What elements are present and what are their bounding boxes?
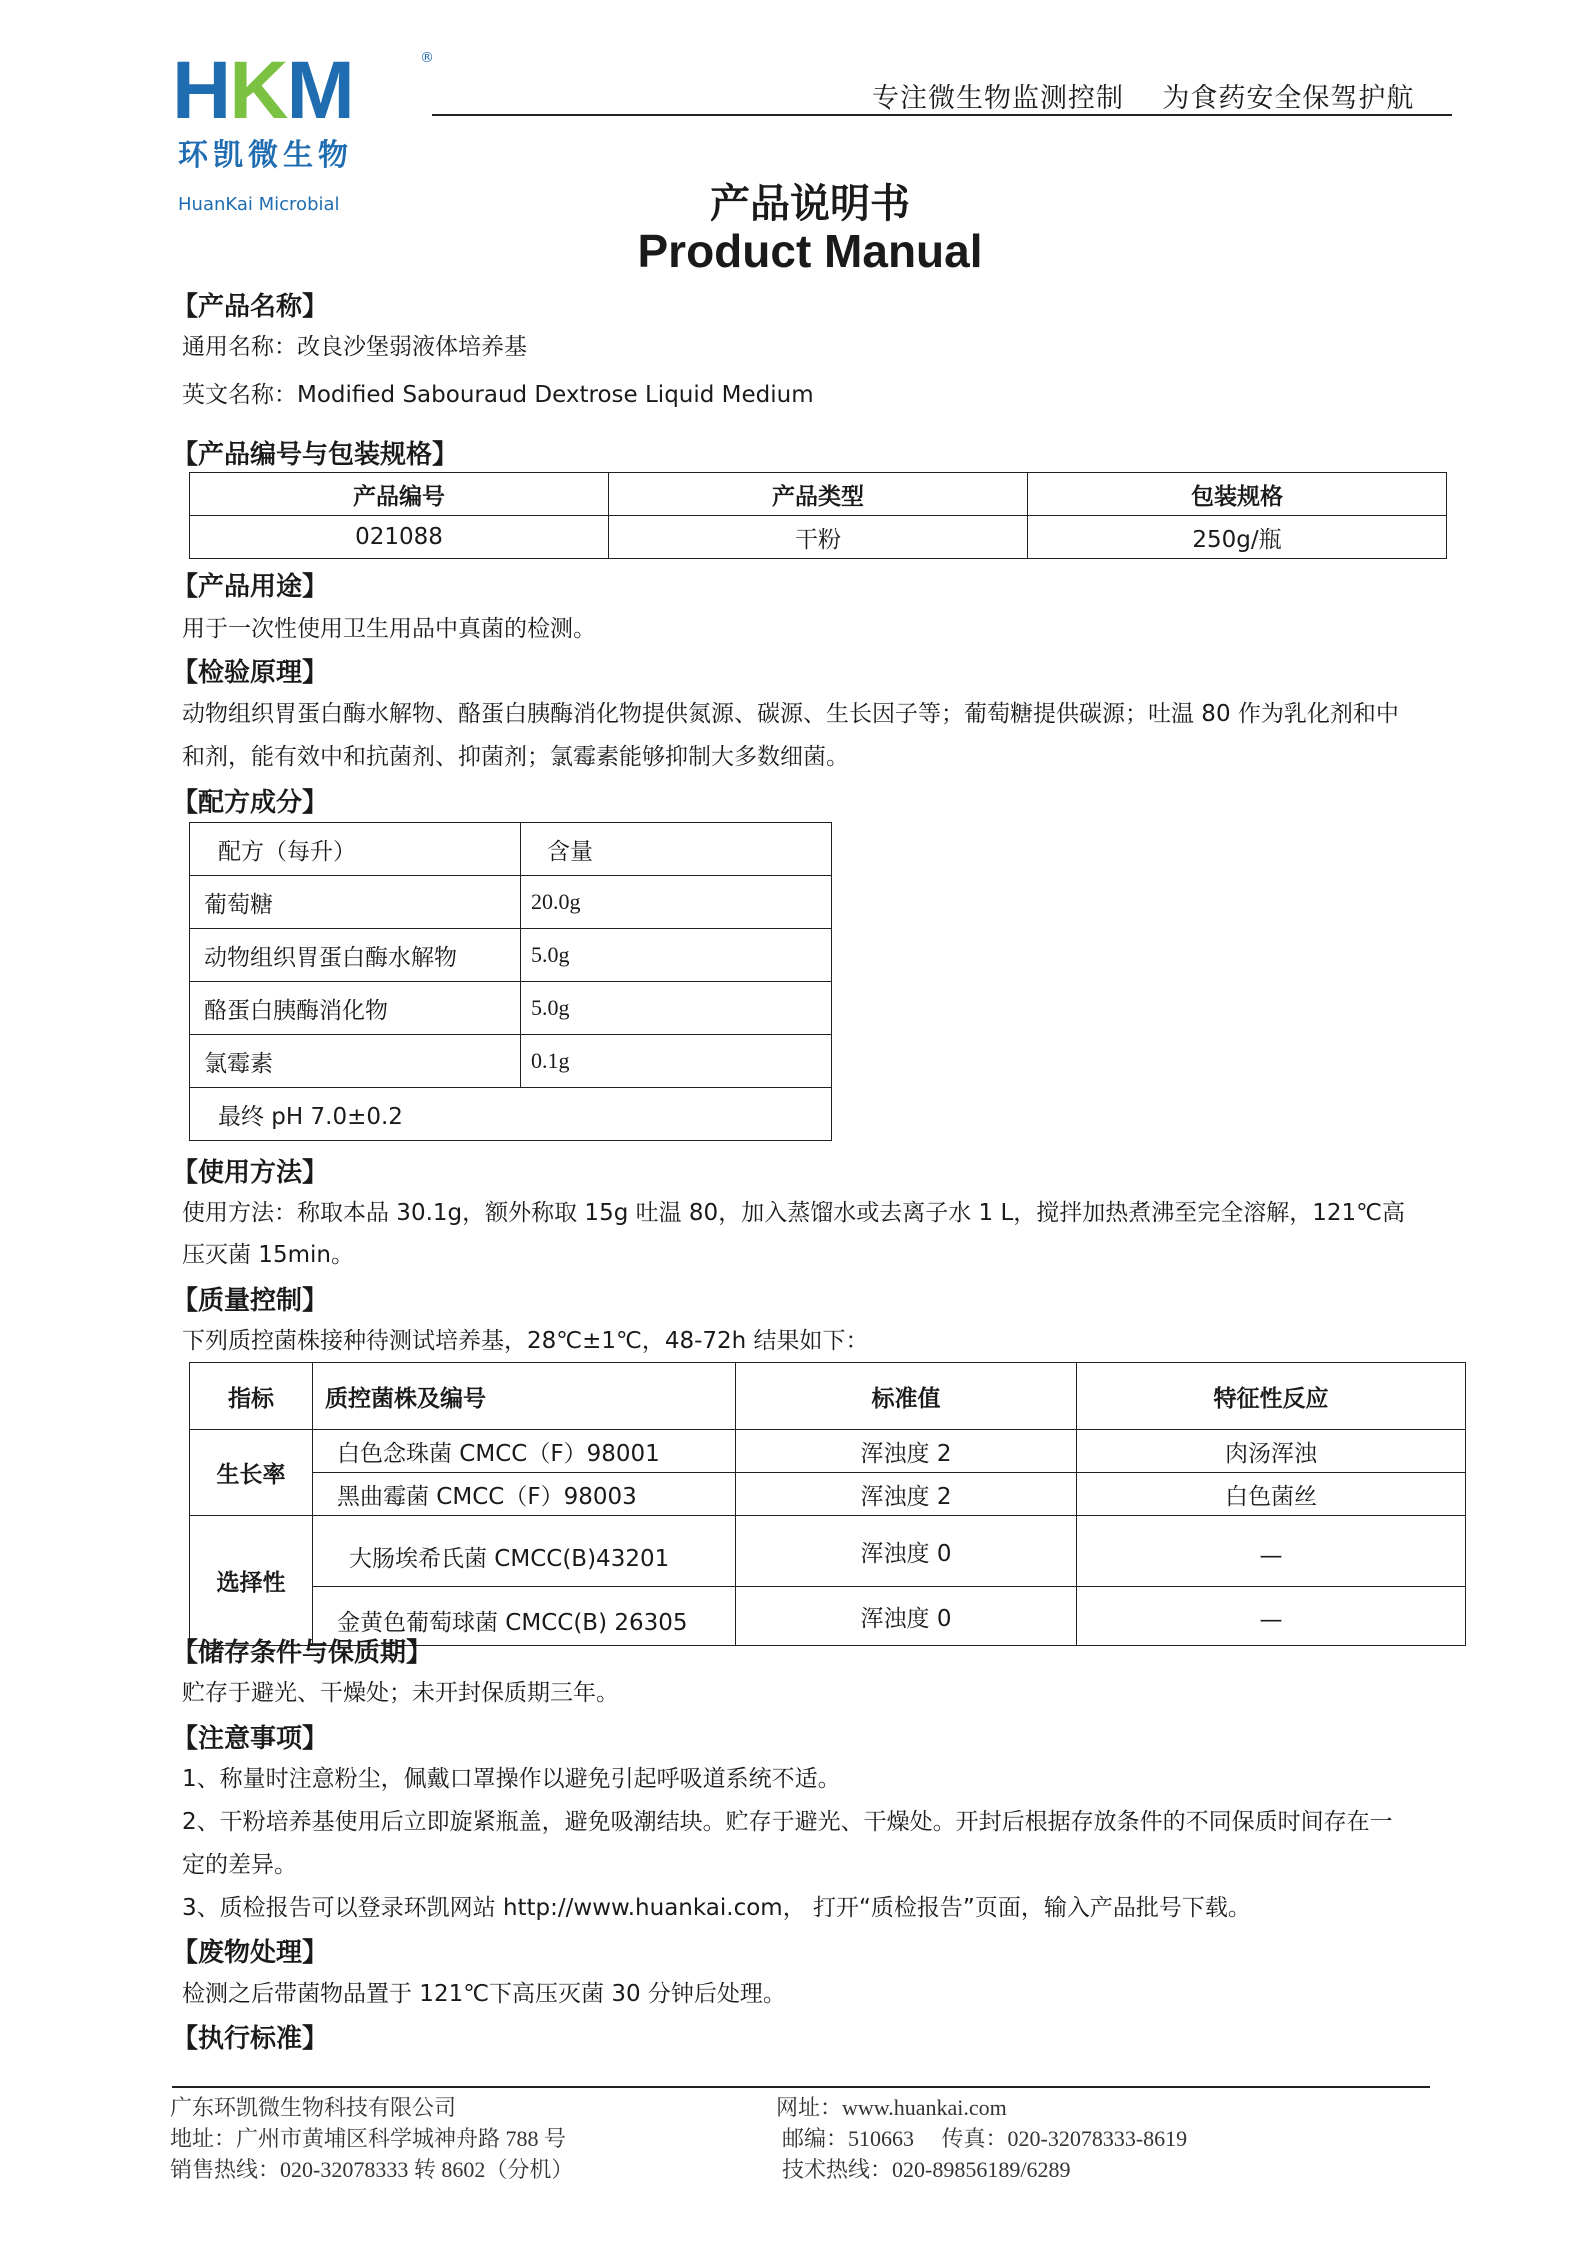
table-row — [190, 929, 832, 982]
method-line-1: 使用方法：称取本品 30.1g，额外称取 15g 吐温 80，加入蒸馏水或去离子水 1 L，搅拌加热煮沸至完全溶解，121℃高 — [182, 1200, 1405, 1226]
principle-line-1: 动物组织胃蛋白酶水解物、酪蛋白胰酶消化物提供氮源、碳源、生长因子等；葡萄糖提供碳源；吐温 80 作为乳化剂和中 — [182, 701, 1399, 727]
footer-divider — [172, 2086, 1430, 2088]
standard-value: 浑浊度 2 — [736, 1473, 1077, 1516]
ingredient-name: 氯霉素 — [190, 1035, 521, 1088]
ingredient-amount: 5.0g — [521, 929, 832, 982]
strain: 黑曲霉菌 CMCC（F）98003 — [313, 1473, 736, 1516]
company-logo — [172, 45, 452, 215]
header-cell: 包装规格 — [1028, 473, 1447, 516]
english-name: 英文名称：Modified Sabouraud Dextrose Liquid Medium — [182, 382, 814, 408]
logo-mark: HKM — [172, 45, 353, 136]
section-heading-usage: 【产品用途】 — [172, 572, 329, 602]
method-line-2: 压灭菌 15min。 — [182, 1242, 354, 1268]
standard-value: 浑浊度 0 — [736, 1516, 1077, 1587]
note-2-continued: 定的差异。 — [182, 1852, 297, 1878]
header-cell: 特征性反应 — [1077, 1363, 1466, 1430]
table-row — [190, 1473, 1466, 1516]
header-cell: 质控菌株及编号 — [313, 1363, 736, 1430]
section-heading-formula: 【配方成分】 — [172, 788, 329, 818]
footer-website: 网址：www.huankai.com — [776, 2095, 1007, 2120]
disposal-text: 检测之后带菌物品置于 121℃下高压灭菌 30 分钟后处理。 — [182, 1981, 786, 2007]
header-cell: 指标 — [190, 1363, 313, 1430]
table-row — [190, 1516, 1466, 1587]
header-cell: 产品类型 — [609, 473, 1028, 516]
footer-sales-hotline: 销售热线：020-32078333 转 8602（分机） — [170, 2157, 574, 2182]
final-ph: 最终 pH 7.0±0.2 — [190, 1088, 832, 1141]
footer-postcode-fax: 邮编：510663 传真：020-32078333-8619 — [782, 2126, 1188, 2151]
usage-text: 用于一次性使用卫生用品中真菌的检测。 — [182, 616, 596, 642]
ingredient-amount: 0.1g — [521, 1035, 832, 1088]
strain: 白色念珠菌 CMCC（F）98001 — [313, 1430, 736, 1473]
note-3: 3、质检报告可以登录环凯网站 http://www.huankai.com， 打开“质检报告”页面，输入产品批号下载。 — [182, 1895, 1251, 1921]
ingredient-amount: 5.0g — [521, 982, 832, 1035]
product-type: 干粉 — [609, 516, 1028, 559]
product-code: 021088 — [190, 516, 609, 559]
table-row — [190, 1088, 832, 1141]
reaction: — — [1077, 1516, 1466, 1587]
section-heading-notes: 【注意事项】 — [172, 1724, 329, 1754]
table-header-row — [190, 1363, 1466, 1430]
ingredient-amount: 20.0g — [521, 876, 832, 929]
ingredient-name: 动物组织胃蛋白酶水解物 — [190, 929, 521, 982]
header-cell: 标准值 — [736, 1363, 1077, 1430]
standard-value: 浑浊度 0 — [736, 1587, 1077, 1646]
title-chinese: 产品说明书 — [710, 181, 910, 227]
note-1: 1、称量时注意粉尘，佩戴口罩操作以避免引起呼吸道系统不适。 — [182, 1766, 841, 1792]
header-cell: 含量 — [521, 823, 832, 876]
table-row — [190, 516, 1447, 559]
section-heading-standard: 【执行标准】 — [172, 2024, 329, 2054]
qc-intro: 下列质控菌株接种待测试培养基，28℃±1℃，48-72h 结果如下： — [182, 1328, 869, 1354]
section-heading-packaging: 【产品编号与包装规格】 — [172, 440, 459, 470]
table-header-row — [190, 473, 1447, 516]
ingredient-name: 酪蛋白胰酶消化物 — [190, 982, 521, 1035]
group-label: 选择性 — [190, 1516, 313, 1646]
strain: 金黄色葡萄球菌 CMCC(B) 26305 — [313, 1587, 736, 1646]
ingredient-name: 葡萄糖 — [190, 876, 521, 929]
title-english: Product Manual — [637, 225, 983, 277]
reaction: — — [1077, 1587, 1466, 1646]
logo-english-name: HuanKai Microbial — [178, 194, 340, 215]
registered-mark: ® — [420, 50, 434, 66]
storage-text: 贮存于避光、干燥处；未开封保质期三年。 — [182, 1680, 619, 1706]
section-heading-disposal: 【废物处理】 — [172, 1938, 329, 1968]
strain: 大肠埃希氏菌 CMCC(B)43201 — [313, 1516, 736, 1587]
packaging-table — [189, 472, 1447, 559]
table-row — [190, 1430, 1466, 1473]
section-heading-principle: 【检验原理】 — [172, 658, 329, 688]
section-heading-storage: 【储存条件与保质期】 — [172, 1638, 433, 1668]
qc-table — [189, 1362, 1466, 1646]
common-name: 通用名称：改良沙堡弱液体培养基 — [182, 334, 527, 360]
footer-tech-hotline: 技术热线：020-89856189/6289 — [782, 2157, 1071, 2182]
table-header-row — [190, 823, 832, 876]
formula-table — [189, 822, 832, 1141]
slogan: 专注微生物监测控制 为食药安全保驾护航 — [872, 83, 1415, 114]
section-heading-product-name: 【产品名称】 — [172, 292, 329, 322]
principle-line-2: 和剂，能有效中和抗菌剂、抑菌剂；氯霉素能够抑制大多数细菌。 — [182, 744, 849, 770]
logo-chinese-name: 环凯微生物 — [178, 138, 353, 173]
group-label: 生长率 — [190, 1430, 313, 1516]
table-row — [190, 1035, 832, 1088]
header-cell: 配方（每升） — [190, 823, 521, 876]
reaction: 肉汤浑浊 — [1077, 1430, 1466, 1473]
section-heading-method: 【使用方法】 — [172, 1158, 329, 1188]
note-2: 2、干粉培养基使用后立即旋紧瓶盖，避免吸潮结块。贮存于避光、干燥处。开封后根据存放条件的不同保质时间存在一 — [182, 1809, 1393, 1835]
standard-value: 浑浊度 2 — [736, 1430, 1077, 1473]
reaction: 白色菌丝 — [1077, 1473, 1466, 1516]
section-heading-qc: 【质量控制】 — [172, 1286, 329, 1316]
table-row — [190, 876, 832, 929]
package-size: 250g/瓶 — [1028, 516, 1447, 559]
table-row — [190, 982, 832, 1035]
footer-company: 广东环凯微生物科技有限公司 — [170, 2095, 457, 2120]
header-divider — [432, 114, 1452, 116]
header-cell: 产品编号 — [190, 473, 609, 516]
footer-address: 地址：广州市黄埔区科学城神舟路 788 号 — [170, 2126, 567, 2151]
